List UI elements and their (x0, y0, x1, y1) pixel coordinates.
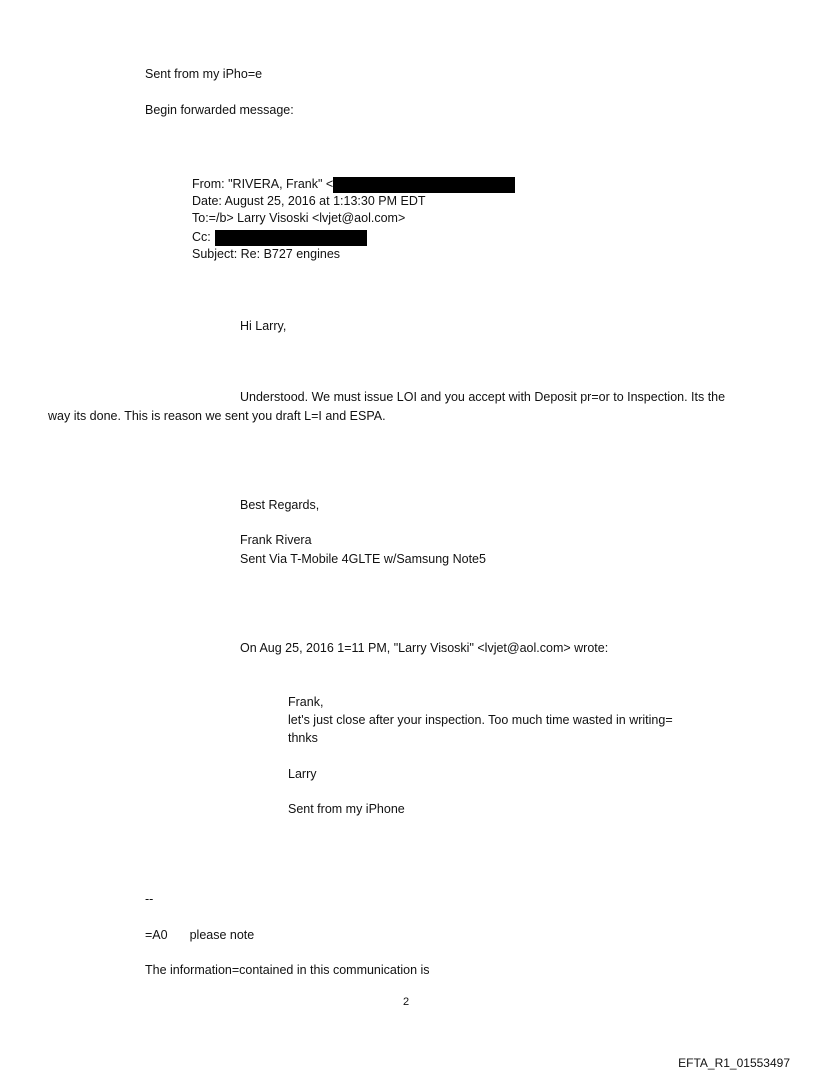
header-from (192, 176, 515, 193)
header-to: To:=/b> Larry Visoski <lvjet@aol.com> (192, 211, 406, 225)
note-text: please note (189, 928, 255, 942)
quote-line-1: let's just close after your inspection. Too much time wasted in writing= (288, 713, 673, 727)
note-line (145, 927, 254, 943)
header-cc-text: Cc: (192, 230, 211, 244)
begin-forwarded-line: Begin forwarded message: (145, 103, 294, 117)
signature-device: Sent Via T-Mobile 4GLTE w/Samsung Note5 (240, 552, 486, 566)
quote-line-2: thnks (288, 731, 318, 745)
header-cc (192, 229, 367, 246)
redaction-box (215, 230, 367, 246)
greeting: Hi Larry, (240, 319, 287, 333)
document-id: EFTA_R1_01553497 (678, 1056, 790, 1070)
closing: Best Regards, (240, 498, 320, 512)
separator: -- (145, 892, 154, 906)
body-line-2: way its done. This is reason we sent you draft L=I and ESPA. (48, 409, 386, 423)
body-line-1: Understood. We must issue LOI and you accept with Deposit pr=or to Inspection. Its the (240, 390, 726, 404)
note-prefix: =A0 (145, 928, 168, 942)
header-from-text: From: "RIVERA, Frank" < (192, 177, 334, 191)
header-subject: Subject: Re: B727 engines (192, 247, 341, 261)
header-date: Date: August 25, 2016 at 1:13:30 PM EDT (192, 194, 426, 208)
quote-salutation: Frank, (288, 695, 324, 709)
quote-sent-from: Sent from my iPhone (288, 802, 405, 816)
redaction-box (333, 177, 515, 193)
quote-intro: On Aug 25, 2016 1=11 PM, "Larry Visoski" <lvjet@aol.com> wrote: (240, 641, 609, 655)
sent-from-line: Sent from my iPho=e (145, 67, 263, 81)
page-number: 2 (403, 996, 410, 1008)
signature-name: Frank Rivera (240, 533, 312, 547)
quote-name: Larry (288, 767, 317, 781)
info-line: The information=contained in this communication is (145, 963, 430, 977)
